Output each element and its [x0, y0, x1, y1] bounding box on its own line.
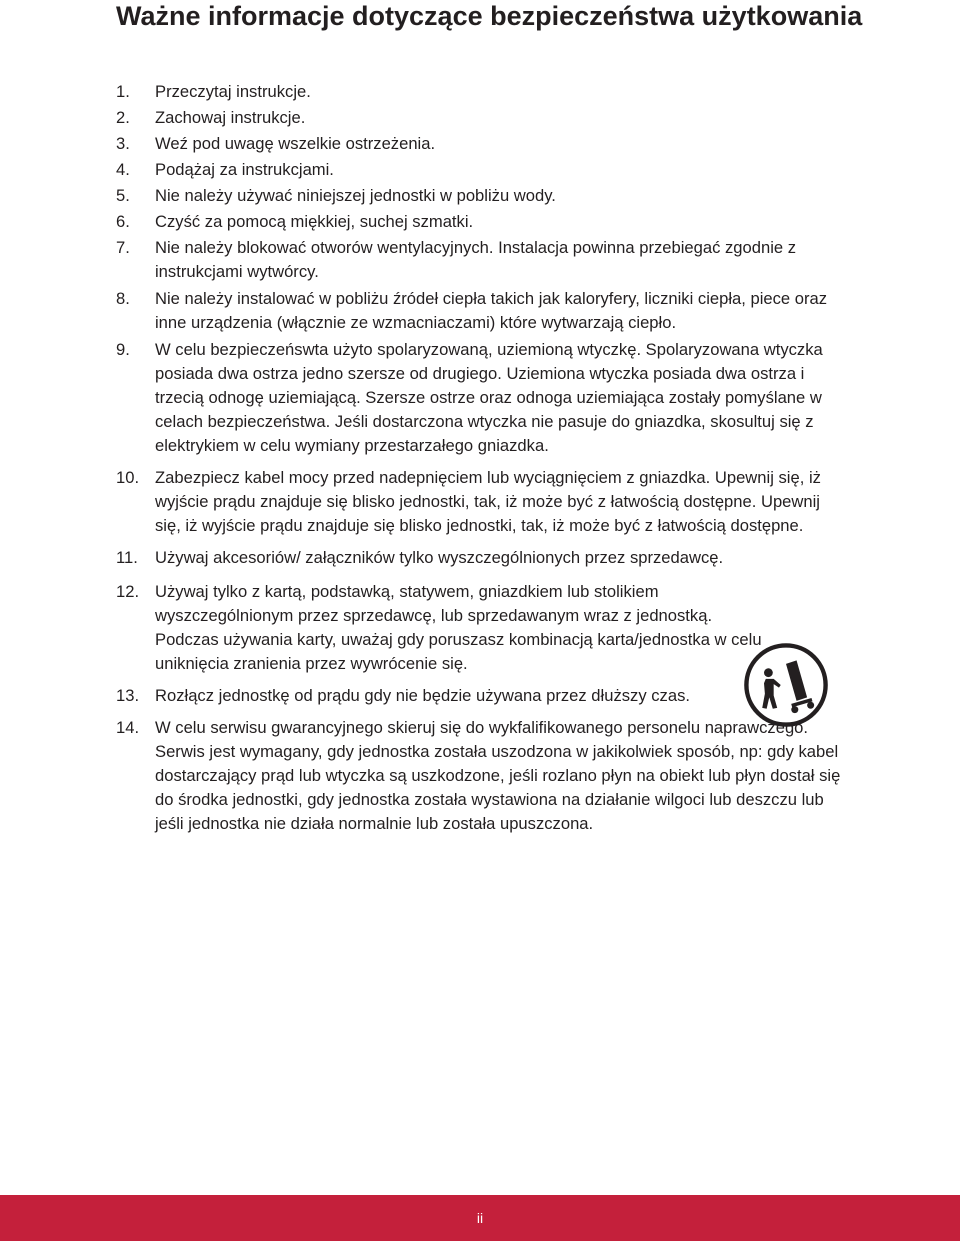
list-item: [116, 236, 846, 284]
item-text: Rozłącz jednostkę od prądu gdy nie będzie używana przez dłuższy czas.: [155, 686, 690, 705]
item-number: 14.: [116, 718, 140, 737]
item-number: 11.: [116, 548, 138, 567]
item-text: Weź pod uwagę wszelkie ostrzeżenia.: [155, 134, 436, 153]
item-number: 12.: [116, 582, 140, 601]
item-text: Podążaj za instrukcjami.: [155, 160, 334, 179]
item-number: 9.: [116, 340, 130, 359]
item-number: 2.: [116, 108, 130, 127]
list-item: [116, 80, 846, 104]
list-item: [116, 132, 846, 156]
list-item: [116, 210, 846, 234]
item-text: Używaj akcesoriów/ załączników tylko wyszczególnionych przez sprzedawcę.: [155, 548, 724, 567]
item-number: 5.: [116, 186, 130, 205]
cart-tip-over-warning-icon: [742, 641, 830, 729]
item-text: Zabezpiecz kabel mocy przed nadepnięciem lub wyciągnięciem z gniazdka. Upewnij się, iż wyjście prądu znajduje się blisko jednostki, tak, iż może być z łatwością dostępne. Upewnij się, iż wyjście prądu znajduje się blisko jednostki, tak, iż może być z łatwością dostępne.: [155, 468, 821, 535]
footer-bar: [0, 1195, 960, 1241]
list-item: [116, 546, 846, 570]
list-item: [116, 158, 846, 182]
item-number: 4.: [116, 160, 130, 179]
page-number: ii: [476, 1210, 484, 1226]
page-title: Ważne informacje dotyczące bezpieczeństwa użytkowania: [116, 1, 863, 31]
item-number: 7.: [116, 238, 130, 257]
safety-instructions-list: [116, 80, 846, 839]
item-text: W celu bezpieczeńswta użyto spolaryzowaną, uziemioną wtyczkę. Spolaryzowana wtyczka posiada dwa ostrza jedno szersze od drugiego. Uziemiona wtyczka posiada dwa ostrza i trzecią odnogę uziemiającą. Szersze ostrze oraz odnoga uziemiająca zostały pomyślane w celach bezpieczeństwa. Jeśli dostarczona wtyczka nie pasuje do gniazdka, skosultuj się z elektrykiem w celu wymiany przestarzałego gniazdka.: [155, 340, 823, 455]
list-item: [116, 684, 846, 708]
item-text: Przeczytaj instrukcje.: [155, 82, 311, 101]
item-text: Używaj tylko z kartą, podstawką, statywem, gniazdkiem lub stolikiem wyszczególnionym przez sprzedawcę, lub sprzedawanym wraz z jednostką. Podczas używania karty, uważaj gdy poruszasz kombinacją karta/jednostka w celu uniknięcia zranienia przez wywrócenie się.: [155, 582, 762, 673]
item-number: 1.: [116, 82, 130, 101]
item-text: Zachowaj instrukcje.: [155, 108, 306, 127]
item-number: 3.: [116, 134, 130, 153]
item-number: 6.: [116, 212, 130, 231]
list-item: [116, 466, 846, 538]
list-item: [116, 287, 846, 335]
list-item: [116, 716, 846, 836]
list-item: [116, 106, 846, 130]
item-text: W celu serwisu gwarancyjnego skieruj się do wykfalifikowanego personelu naprawczego. Serwis jest wymagany, gdy jednostka została uszodzona w jakikolwiek sposób, np: gdy kabel dostarczający prąd lub wtyczka są uszkodzone, jeśli rozlano płyn na obiekt lub płyn dostał się do środka jednostki, gdy jednostka została wystawiona na działanie wilgoci lub deszczu lub jeśli jednostka nie działa normalnie lub została upuszczona.: [155, 718, 841, 833]
item-number: 10.: [116, 468, 140, 487]
list-item: [116, 338, 846, 458]
item-text: Nie należy instalować w pobliżu źródeł ciepła takich jak kaloryfery, liczniki ciepła, piece oraz inne urządzenia (włącznie ze wzmacniaczami) które wytwarzają ciepło.: [155, 289, 828, 332]
item-number: 13.: [116, 686, 140, 705]
item-text: Nie należy używać niniejszej jednostki w pobliżu wody.: [155, 186, 556, 205]
item-text: Czyść za pomocą miękkiej, suchej szmatki.: [155, 212, 474, 231]
list-item: [116, 184, 846, 208]
list-item: [116, 580, 846, 676]
item-number: 8.: [116, 289, 130, 308]
item-text: Nie należy blokować otworów wentylacyjnych. Instalacja powinna przebiegać zgodnie z instrukcjami wytwórcy.: [155, 238, 797, 281]
